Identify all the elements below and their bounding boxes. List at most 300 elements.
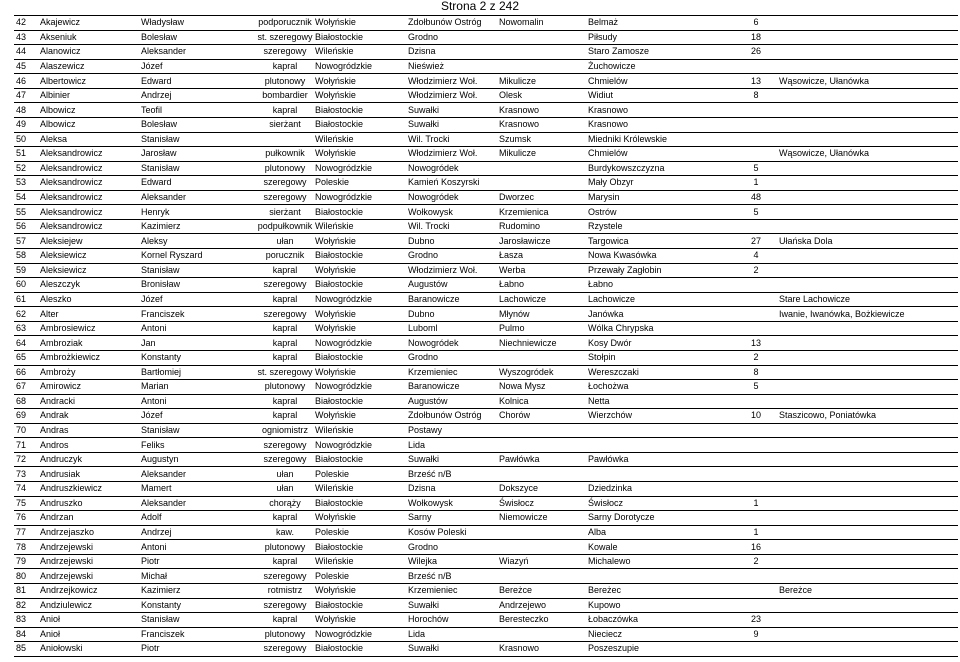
cell-notes xyxy=(777,482,958,497)
cell-locality: Mały Obzyr xyxy=(586,176,733,191)
table-row xyxy=(14,147,958,162)
cell-county: Wołkowysk xyxy=(406,205,497,220)
cell-county: Wołkowysk xyxy=(406,496,497,511)
cell-surname: Aniołowski xyxy=(38,642,139,657)
cell-notes xyxy=(777,16,958,31)
cell-number: 1 xyxy=(733,496,777,511)
cell-first-name: Kazimierz xyxy=(139,219,255,234)
cell-surname: Aleszko xyxy=(38,292,139,307)
cell-county: Dubno xyxy=(406,234,497,249)
cell-locality: Alba xyxy=(586,525,733,540)
cell-number: 10 xyxy=(733,409,777,424)
cell-commune: Wiazyń xyxy=(497,554,586,569)
cell-first-name: Edward xyxy=(139,176,255,191)
cell-first-name: Bronisław xyxy=(139,278,255,293)
cell-locality: Burdykowszczyzna xyxy=(586,161,733,176)
table-row xyxy=(14,482,958,497)
cell-row-number: 82 xyxy=(14,598,38,613)
cell-surname: Alaszewicz xyxy=(38,59,139,74)
cell-rank: szeregowy xyxy=(255,45,313,60)
table-body xyxy=(14,16,958,657)
cell-commune: Łabno xyxy=(497,278,586,293)
cell-voivodeship: Białostockie xyxy=(313,598,406,613)
cell-locality: Przewały Zagłobin xyxy=(586,263,733,278)
cell-county: Suwałki xyxy=(406,598,497,613)
cell-voivodeship: Nowogródzkie xyxy=(313,438,406,453)
table-row xyxy=(14,525,958,540)
cell-surname: Aleksiewicz xyxy=(38,263,139,278)
cell-commune xyxy=(497,176,586,191)
cell-commune: Chorów xyxy=(497,409,586,424)
cell-rank: szeregowy xyxy=(255,438,313,453)
cell-commune: Lachowicze xyxy=(497,292,586,307)
cell-surname: Aleksiewicz xyxy=(38,249,139,264)
cell-row-number: 79 xyxy=(14,554,38,569)
cell-voivodeship: Nowogródzkie xyxy=(313,292,406,307)
table-row xyxy=(14,16,958,31)
cell-surname: Akajewicz xyxy=(38,16,139,31)
cell-number: 9 xyxy=(733,627,777,642)
cell-surname: Anioł xyxy=(38,613,139,628)
cell-notes xyxy=(777,627,958,642)
cell-surname: Albowicz xyxy=(38,117,139,132)
cell-number xyxy=(733,132,777,147)
cell-surname: Aleksandrowicz xyxy=(38,176,139,191)
cell-number: 8 xyxy=(733,365,777,380)
cell-first-name: Józef xyxy=(139,292,255,307)
cell-locality: Belmaż xyxy=(586,16,733,31)
cell-locality: Widiut xyxy=(586,88,733,103)
cell-county: Wilejka xyxy=(406,554,497,569)
cell-row-number: 77 xyxy=(14,525,38,540)
cell-locality: Świsłocz xyxy=(586,496,733,511)
cell-commune: Krasnowo xyxy=(497,117,586,132)
cell-county: Nieśwież xyxy=(406,59,497,74)
cell-row-number: 51 xyxy=(14,147,38,162)
cell-row-number: 48 xyxy=(14,103,38,118)
cell-locality: Krasnowo xyxy=(586,117,733,132)
cell-row-number: 85 xyxy=(14,642,38,657)
cell-surname: Andrusiak xyxy=(38,467,139,482)
table-row xyxy=(14,423,958,438)
cell-row-number: 49 xyxy=(14,117,38,132)
cell-voivodeship: Wileńskie xyxy=(313,132,406,147)
table-row xyxy=(14,554,958,569)
table-row xyxy=(14,452,958,467)
cell-county: Grodno xyxy=(406,249,497,264)
cell-county: Sarny xyxy=(406,511,497,526)
table-row xyxy=(14,45,958,60)
cell-row-number: 68 xyxy=(14,394,38,409)
cell-commune xyxy=(497,438,586,453)
cell-row-number: 84 xyxy=(14,627,38,642)
cell-notes xyxy=(777,249,958,264)
cell-rank: st. szeregowy xyxy=(255,365,313,380)
cell-surname: Alter xyxy=(38,307,139,322)
cell-commune xyxy=(497,59,586,74)
table-row xyxy=(14,292,958,307)
cell-commune: Nowa Mysz xyxy=(497,380,586,395)
cell-rank: szeregowy xyxy=(255,569,313,584)
cell-county: Krzemieniec xyxy=(406,583,497,598)
table-row xyxy=(14,176,958,191)
cell-county: Zdołbunów Ostróg xyxy=(406,16,497,31)
cell-number: 2 xyxy=(733,350,777,365)
cell-commune xyxy=(497,350,586,365)
cell-county: Baranowicze xyxy=(406,292,497,307)
cell-surname: Andros xyxy=(38,438,139,453)
cell-commune: Beresteczko xyxy=(497,613,586,628)
cell-row-number: 80 xyxy=(14,569,38,584)
cell-row-number: 71 xyxy=(14,438,38,453)
cell-voivodeship: Poleskie xyxy=(313,176,406,191)
cell-locality: Kowale xyxy=(586,540,733,555)
cell-notes xyxy=(777,45,958,60)
table-row xyxy=(14,583,958,598)
cell-surname: Andziulewicz xyxy=(38,598,139,613)
table-row xyxy=(14,132,958,147)
cell-first-name: Augustyn xyxy=(139,452,255,467)
cell-rank: podporucznik xyxy=(255,16,313,31)
cell-number xyxy=(733,598,777,613)
cell-first-name: Kornel Ryszard xyxy=(139,249,255,264)
cell-number xyxy=(733,219,777,234)
cell-voivodeship: Nowogródzkie xyxy=(313,161,406,176)
cell-notes xyxy=(777,350,958,365)
cell-surname: Albertowicz xyxy=(38,74,139,89)
cell-locality: Kupowo xyxy=(586,598,733,613)
cell-notes xyxy=(777,452,958,467)
cell-row-number: 78 xyxy=(14,540,38,555)
cell-voivodeship: Nowogródzkie xyxy=(313,190,406,205)
cell-commune: Dworzec xyxy=(497,190,586,205)
cell-surname: Andrzejewski xyxy=(38,554,139,569)
cell-rank: kapral xyxy=(255,103,313,118)
cell-county: Brześć n/B xyxy=(406,569,497,584)
cell-first-name: Bolesław xyxy=(139,117,255,132)
cell-rank: st. szeregowy xyxy=(255,30,313,45)
cell-notes xyxy=(777,365,958,380)
cell-locality: Piłsudy xyxy=(586,30,733,45)
cell-rank: kapral xyxy=(255,263,313,278)
table-row xyxy=(14,263,958,278)
cell-number: 23 xyxy=(733,613,777,628)
cell-number xyxy=(733,467,777,482)
cell-rank: plutonowy xyxy=(255,380,313,395)
cell-rank: rotmistrz xyxy=(255,583,313,598)
cell-locality xyxy=(586,423,733,438)
cell-row-number: 56 xyxy=(14,219,38,234)
cell-surname: Aleksandrowicz xyxy=(38,147,139,162)
cell-first-name: Antoni xyxy=(139,540,255,555)
cell-county: Kamień Koszyrski xyxy=(406,176,497,191)
cell-first-name: Stanisław xyxy=(139,132,255,147)
table-row xyxy=(14,88,958,103)
cell-surname: Ambroziak xyxy=(38,336,139,351)
cell-surname: Aleksandrowicz xyxy=(38,205,139,220)
cell-notes xyxy=(777,161,958,176)
cell-row-number: 54 xyxy=(14,190,38,205)
cell-rank: kapral xyxy=(255,350,313,365)
cell-notes xyxy=(777,569,958,584)
cell-locality: Łabno xyxy=(586,278,733,293)
cell-surname: Aleksandrowicz xyxy=(38,190,139,205)
cell-rank: szeregowy xyxy=(255,307,313,322)
cell-rank: ułan xyxy=(255,234,313,249)
cell-rank: szeregowy xyxy=(255,452,313,467)
cell-first-name: Marian xyxy=(139,380,255,395)
cell-row-number: 62 xyxy=(14,307,38,322)
cell-voivodeship: Wołyńskie xyxy=(313,16,406,31)
cell-rank: plutonowy xyxy=(255,161,313,176)
cell-voivodeship: Wołyńskie xyxy=(313,613,406,628)
cell-rank: podpułkownik xyxy=(255,219,313,234)
cell-row-number: 83 xyxy=(14,613,38,628)
cell-rank: kapral xyxy=(255,554,313,569)
cell-locality: Ostrów xyxy=(586,205,733,220)
cell-rank: ogniomistrz xyxy=(255,423,313,438)
cell-commune: Bereżce xyxy=(497,583,586,598)
cell-voivodeship: Białostockie xyxy=(313,540,406,555)
cell-county: Suwałki xyxy=(406,103,497,118)
cell-locality: Pawłówka xyxy=(586,452,733,467)
cell-number: 18 xyxy=(733,30,777,45)
cell-first-name: Aleksander xyxy=(139,496,255,511)
cell-voivodeship: Wołyńskie xyxy=(313,147,406,162)
cell-number xyxy=(733,511,777,526)
cell-row-number: 55 xyxy=(14,205,38,220)
cell-locality: Miedniki Królewskie xyxy=(586,132,733,147)
cell-voivodeship: Białostockie xyxy=(313,350,406,365)
cell-surname: Andras xyxy=(38,423,139,438)
cell-county: Zdołbunów Ostróg xyxy=(406,409,497,424)
cell-commune: Andrzejewo xyxy=(497,598,586,613)
cell-number: 16 xyxy=(733,540,777,555)
cell-row-number: 43 xyxy=(14,30,38,45)
cell-notes: Wąsowicze, Ułanówka xyxy=(777,147,958,162)
cell-row-number: 45 xyxy=(14,59,38,74)
cell-number xyxy=(733,117,777,132)
cell-commune xyxy=(497,569,586,584)
cell-voivodeship: Wołyńskie xyxy=(313,234,406,249)
cell-commune: Szumsk xyxy=(497,132,586,147)
cell-surname: Akseniuk xyxy=(38,30,139,45)
cell-commune: Olesk xyxy=(497,88,586,103)
table-row xyxy=(14,511,958,526)
cell-county: Nowogródek xyxy=(406,190,497,205)
cell-commune: Mikulicze xyxy=(497,147,586,162)
table-row xyxy=(14,350,958,365)
cell-commune: Krasnowo xyxy=(497,642,586,657)
cell-first-name: Andrzej xyxy=(139,525,255,540)
table-row xyxy=(14,627,958,642)
cell-rank xyxy=(255,132,313,147)
cell-commune xyxy=(497,467,586,482)
cell-surname: Andrzejaszko xyxy=(38,525,139,540)
cell-notes: Iwanie, Iwanówka, Bożkiewicze xyxy=(777,307,958,322)
cell-first-name: Franciszek xyxy=(139,627,255,642)
cell-number xyxy=(733,147,777,162)
cell-county: Horochów xyxy=(406,613,497,628)
cell-rank: szeregowy xyxy=(255,642,313,657)
cell-number xyxy=(733,394,777,409)
cell-first-name: Franciszek xyxy=(139,307,255,322)
cell-first-name: Piotr xyxy=(139,642,255,657)
cell-county: Lida xyxy=(406,627,497,642)
table-row xyxy=(14,467,958,482)
cell-county: Wil. Trocki xyxy=(406,132,497,147)
cell-voivodeship: Wołyńskie xyxy=(313,321,406,336)
cell-locality: Nowa Kwasówka xyxy=(586,249,733,264)
cell-row-number: 69 xyxy=(14,409,38,424)
cell-surname: Andruszko xyxy=(38,496,139,511)
cell-county: Włodzimierz Woł. xyxy=(406,88,497,103)
cell-notes xyxy=(777,613,958,628)
cell-locality: Sarny Dorotycze xyxy=(586,511,733,526)
cell-notes xyxy=(777,496,958,511)
cell-commune: Niemowicze xyxy=(497,511,586,526)
cell-first-name: Edward xyxy=(139,74,255,89)
cell-commune: Niechniewicze xyxy=(497,336,586,351)
cell-row-number: 70 xyxy=(14,423,38,438)
cell-notes xyxy=(777,540,958,555)
cell-notes xyxy=(777,511,958,526)
cell-notes xyxy=(777,205,958,220)
cell-county: Grodno xyxy=(406,350,497,365)
cell-locality: Łochożwa xyxy=(586,380,733,395)
cell-number xyxy=(733,482,777,497)
cell-row-number: 42 xyxy=(14,16,38,31)
cell-number: 5 xyxy=(733,161,777,176)
cell-locality: Chmielów xyxy=(586,147,733,162)
cell-rank: sierżant xyxy=(255,205,313,220)
cell-voivodeship: Białostockie xyxy=(313,278,406,293)
cell-voivodeship: Poleskie xyxy=(313,467,406,482)
cell-locality xyxy=(586,569,733,584)
cell-commune: Mikulicze xyxy=(497,74,586,89)
cell-notes xyxy=(777,642,958,657)
cell-row-number: 63 xyxy=(14,321,38,336)
cell-locality: Żuchowicze xyxy=(586,59,733,74)
cell-notes xyxy=(777,263,958,278)
cell-first-name: Kazimierz xyxy=(139,583,255,598)
cell-row-number: 60 xyxy=(14,278,38,293)
cell-surname: Ambroży xyxy=(38,365,139,380)
cell-voivodeship: Wołyńskie xyxy=(313,307,406,322)
cell-rank: szeregowy xyxy=(255,278,313,293)
cell-voivodeship: Białostockie xyxy=(313,496,406,511)
cell-row-number: 50 xyxy=(14,132,38,147)
cell-commune: Krzemienica xyxy=(497,205,586,220)
cell-rank: szeregowy xyxy=(255,598,313,613)
cell-number: 6 xyxy=(733,16,777,31)
cell-voivodeship: Wołyńskie xyxy=(313,74,406,89)
cell-voivodeship: Białostockie xyxy=(313,30,406,45)
cell-locality: Janówka xyxy=(586,307,733,322)
cell-first-name: Henryk xyxy=(139,205,255,220)
table-row xyxy=(14,365,958,380)
cell-notes xyxy=(777,117,958,132)
cell-number: 1 xyxy=(733,525,777,540)
cell-commune: Nowomalin xyxy=(497,16,586,31)
cell-locality: Wierzchów xyxy=(586,409,733,424)
cell-number xyxy=(733,569,777,584)
cell-rank: kapral xyxy=(255,511,313,526)
cell-voivodeship: Białostockie xyxy=(313,117,406,132)
cell-county: Wil. Trocki xyxy=(406,219,497,234)
cell-row-number: 66 xyxy=(14,365,38,380)
cell-county: Suwałki xyxy=(406,452,497,467)
cell-voivodeship: Poleskie xyxy=(313,569,406,584)
cell-locality: Nieciecz xyxy=(586,627,733,642)
cell-row-number: 46 xyxy=(14,74,38,89)
cell-voivodeship: Nowogródzkie xyxy=(313,59,406,74)
cell-first-name: Aleksy xyxy=(139,234,255,249)
cell-rank: szeregowy xyxy=(255,190,313,205)
cell-first-name: Bartłomiej xyxy=(139,365,255,380)
table-row xyxy=(14,598,958,613)
cell-rank: porucznik xyxy=(255,249,313,264)
cell-notes xyxy=(777,554,958,569)
table-row xyxy=(14,30,958,45)
cell-surname: Aleksandrowicz xyxy=(38,219,139,234)
cell-voivodeship: Wołyńskie xyxy=(313,583,406,598)
page-header: Strona 2 z 242 xyxy=(440,0,520,13)
cell-number xyxy=(733,642,777,657)
cell-first-name: Konstanty xyxy=(139,598,255,613)
cell-commune xyxy=(497,540,586,555)
cell-row-number: 53 xyxy=(14,176,38,191)
cell-notes xyxy=(777,438,958,453)
cell-locality: Marysin xyxy=(586,190,733,205)
cell-row-number: 81 xyxy=(14,583,38,598)
cell-number: 8 xyxy=(733,88,777,103)
cell-number xyxy=(733,438,777,453)
cell-notes xyxy=(777,30,958,45)
cell-locality xyxy=(586,438,733,453)
cell-row-number: 52 xyxy=(14,161,38,176)
cell-county: Włodzimierz Woł. xyxy=(406,263,497,278)
table-row xyxy=(14,190,958,205)
table-row xyxy=(14,117,958,132)
records-table xyxy=(14,15,958,657)
cell-notes: Bereżce xyxy=(777,583,958,598)
cell-row-number: 44 xyxy=(14,45,38,60)
cell-voivodeship: Wołyńskie xyxy=(313,263,406,278)
cell-rank: kapral xyxy=(255,59,313,74)
cell-number: 5 xyxy=(733,380,777,395)
cell-voivodeship: Wołyńskie xyxy=(313,88,406,103)
table-row xyxy=(14,307,958,322)
cell-rank: ułan xyxy=(255,467,313,482)
cell-row-number: 57 xyxy=(14,234,38,249)
cell-county: Augustów xyxy=(406,278,497,293)
cell-notes: Ułańska Dola xyxy=(777,234,958,249)
cell-first-name: Michał xyxy=(139,569,255,584)
cell-county: Nowogródek xyxy=(406,161,497,176)
cell-county: Brześć n/B xyxy=(406,467,497,482)
cell-rank: kapral xyxy=(255,613,313,628)
cell-commune: Kolnica xyxy=(497,394,586,409)
cell-number: 2 xyxy=(733,554,777,569)
cell-county: Suwałki xyxy=(406,642,497,657)
cell-surname: Andrzan xyxy=(38,511,139,526)
cell-row-number: 61 xyxy=(14,292,38,307)
cell-first-name: Aleksander xyxy=(139,190,255,205)
table-row xyxy=(14,569,958,584)
cell-locality: Lachowicze xyxy=(586,292,733,307)
table-row xyxy=(14,103,958,118)
